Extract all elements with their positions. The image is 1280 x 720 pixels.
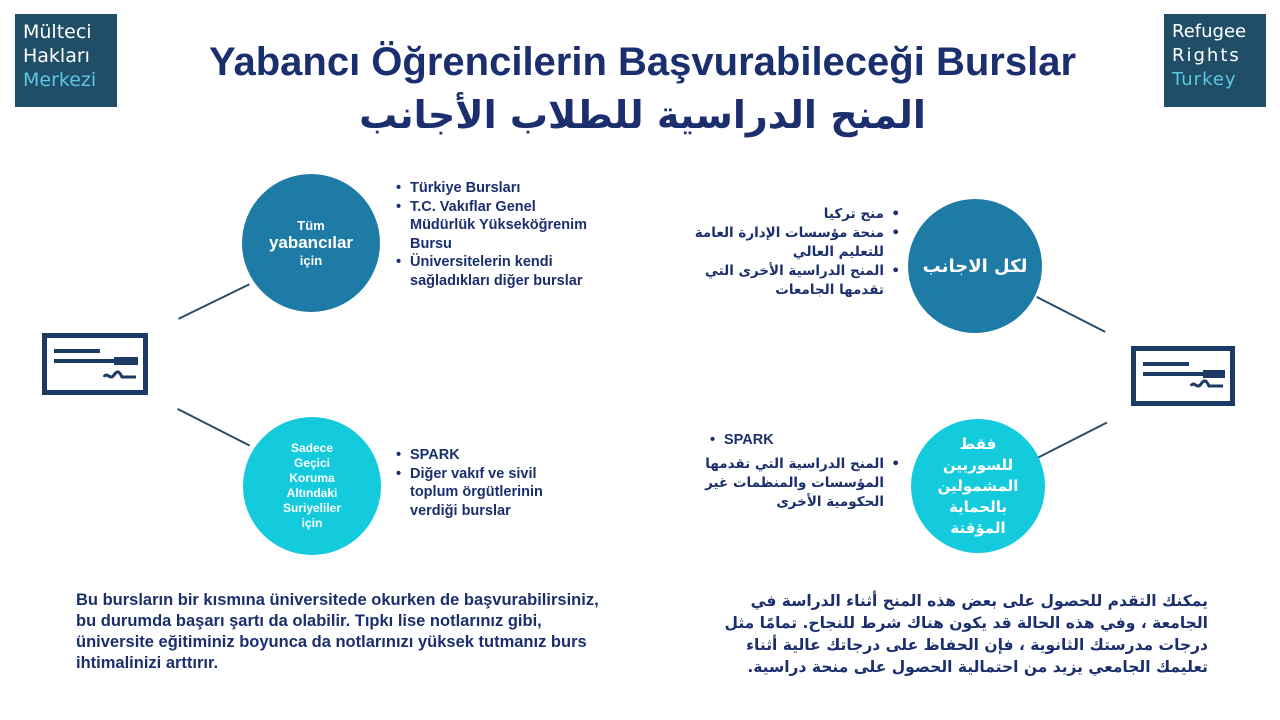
- scholarship-list-all-arabic: [690, 205, 900, 300]
- connector-line: [1037, 422, 1107, 459]
- list-item: • T.C. Vakıflar Genel Müdürlük Yükseköğrenim Bursu: [396, 198, 596, 254]
- logo-line-3: Turkey: [1172, 69, 1237, 90]
- circle-label: Koruma: [289, 471, 335, 485]
- list-item: • المنح الدراسية التي تقدمها المؤسسات والمنظمات غير الحكومية الأخرى: [700, 455, 900, 512]
- circle-all-foreigners-arabic: [908, 199, 1042, 333]
- list-item: • Türkiye Bursları: [396, 179, 596, 198]
- list-item: • منح تركيا: [690, 205, 900, 224]
- circle-label: المشمولين: [937, 476, 1019, 495]
- scholarship-list-syrian-arabic-2: [700, 455, 900, 512]
- logo-multeci-haklari-merkezi: [15, 14, 117, 107]
- circle-label: için: [299, 253, 323, 268]
- circle-label: Tüm: [297, 218, 325, 233]
- page-title-turkish: Yabancı Öğrencilerin Başvurabileceği Burslar: [208, 40, 1077, 84]
- circle-label: فقط: [959, 434, 997, 453]
- connector-line: [178, 283, 250, 319]
- connector-line: [177, 408, 250, 446]
- circle-syrians-arabic: [911, 419, 1045, 553]
- note-arabic: يمكنك التقدم للحصول على بعض هذه المنح أثناء الدراسة في الجامعة ، وفي هذه الحالة قد يكون هناك شرط للنجاح. تمامًا مثل درجات مدرستك الثانوية ، فإن الحفاظ على درجاتك عالية أثناء تعليمك الجامعي يزيد من احتمالية الحصول على منحة دراسية.: [724, 592, 1208, 676]
- scholarship-list-syrian: [396, 446, 576, 520]
- list-item: • SPARK: [396, 446, 576, 465]
- circle-label: Geçici: [293, 456, 331, 470]
- circle-label: Altındaki: [286, 486, 338, 500]
- circle-label: Sadece: [290, 441, 334, 455]
- circle-label: المؤقتة: [950, 518, 1006, 537]
- circle-all-foreigners: [242, 174, 380, 312]
- list-item: • منحة مؤسسات الإدارة العامة للتعليم العالي: [690, 224, 900, 262]
- logo-line-2: Rights: [1172, 45, 1241, 66]
- page-title-arabic: المنح الدراسية للطلاب الأجانب: [359, 93, 926, 137]
- list-item: • المنح الدراسية الأخرى التي تقدمها الجامعات: [690, 262, 900, 300]
- cheque-icon: [1131, 346, 1235, 406]
- cheque-icon: [42, 333, 148, 395]
- circle-syrians-temporary-protection: [243, 417, 381, 555]
- connector-line: [1036, 296, 1105, 332]
- logo-refugee-rights-turkey: [1164, 14, 1266, 107]
- list-item: • Üniversitelerin kendi sağladıkları diğer burslar: [396, 253, 596, 290]
- circle-label: لكل الاجانب: [922, 255, 1028, 277]
- logo-line-2: Hakları: [23, 45, 90, 67]
- logo-line-1: Refugee: [1172, 21, 1247, 42]
- circle-label: Suriyeliler: [282, 501, 342, 515]
- list-item: • Diğer vakıf ve sivil toplum örgütlerinin verdiği burslar: [396, 465, 576, 521]
- scholarship-list-all: [396, 179, 596, 290]
- circle-label: للسوريين: [942, 455, 1014, 474]
- list-item: • SPARK: [710, 431, 910, 450]
- note-turkish: Bu bursların bir kısmına üniversitede okurken de başvurabilirsiniz, bu durumda başarı şartı da olabilir. Tıpkı lise notlarınız gibi, üniversite eğitiminiz boyunca da notlarınızı yüksek tutmanız burs ihtimalinizi arttırır.: [76, 591, 599, 672]
- logo-line-1: Mülteci: [23, 21, 92, 43]
- scholarship-list-syrian-arabic: [710, 431, 910, 450]
- circle-label: بالحماية: [948, 497, 1008, 516]
- circle-label: için: [301, 516, 323, 530]
- logo-line-3: Merkezi: [23, 69, 97, 91]
- circle-label: yabancılar: [268, 233, 354, 252]
